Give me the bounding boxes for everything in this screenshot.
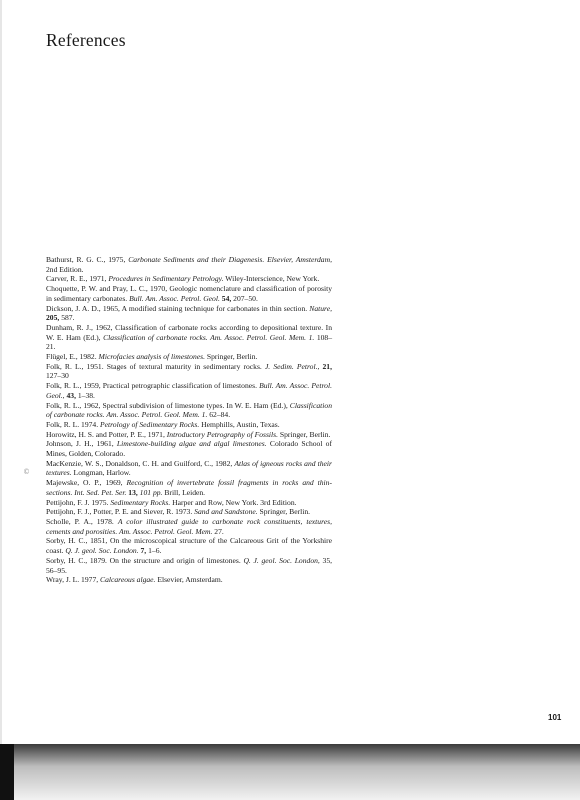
reference-text: Dunham, R. J., 1962, Classification of carbonate rocks according to depositional texture. In W. E. Ham (Ed.),	[46, 322, 332, 342]
reference-text: Springer, Berlin.	[278, 429, 331, 439]
reference-text: 108–21.	[46, 332, 333, 352]
page-title: References	[46, 30, 126, 50]
reference-entry	[46, 478, 332, 497]
reference-italic-text: Nature,	[309, 303, 332, 313]
reference-text: Longman, Harlow.	[71, 468, 131, 478]
reference-text: 62–84.	[207, 410, 231, 420]
reference-text: Folk, R. L. 1974.	[46, 419, 101, 429]
reference-text: 207–50.	[231, 293, 258, 303]
reference-text: MacKenzie, W. S., Donaldson, C. H. and Guilford, C., 1982,	[46, 458, 235, 468]
reference-italic-text: Q. J. geol. Soc. London,	[243, 555, 320, 565]
reference-text: 1–38.	[75, 390, 95, 400]
reference-bold-text: 43,	[66, 390, 76, 400]
reference-entry	[46, 274, 332, 284]
scan-shadow-corner	[0, 744, 14, 800]
reference-entry	[46, 556, 332, 575]
reference-entry	[46, 255, 332, 274]
reference-entry	[46, 323, 332, 352]
reference-text: Carver, R. E., 1971,	[46, 274, 109, 284]
reference-italic-text: J. Sedim. Petrol.,	[264, 361, 320, 371]
reference-text: Sorby, H. C., 1879. On the structure and origin of limestones.	[46, 555, 244, 565]
reference-text: Harper and Row, New York. 3rd Edition.	[170, 497, 297, 507]
reference-text: Elsevier, Amsterdam.	[155, 575, 223, 585]
reference-bold-text: 205,	[46, 313, 60, 323]
reference-entry	[46, 401, 332, 420]
reference-text: Scholle, P. A., 1978.	[46, 516, 118, 526]
reference-italic-text: Microfacies analysis of limestones.	[98, 352, 205, 362]
reference-italic-text: Recognition of invertebrate fossil fragments in rocks and thin-sections. Int. Sed. Pet. Ser.	[46, 478, 332, 497]
reference-italic-text: 101 pp.	[139, 487, 163, 497]
reference-entry	[46, 459, 332, 478]
page-edge	[0, 0, 2, 744]
reference-entry	[46, 536, 332, 555]
reference-entry	[46, 439, 332, 458]
reference-text: 127–30	[46, 371, 69, 381]
reference-text: Wiley-Interscience, New York.	[223, 274, 320, 284]
reference-entry	[46, 430, 332, 440]
reference-bold-text: 21,	[322, 361, 332, 371]
reference-entry	[46, 575, 332, 585]
reference-text: Pettijohn, F. J., Potter, P. E. and Siever, R. 1973.	[46, 507, 195, 517]
reference-text: Folk, R. L., 1962, Spectral subdivision of limestone types. In W. E. Ham (Ed.),	[46, 400, 290, 410]
reference-text: Majewske, O. P., 1969,	[46, 478, 127, 488]
reference-italic-text: Procedures in Sedimentary Petrology.	[108, 274, 224, 284]
reference-text: 27.	[212, 526, 224, 536]
reference-text: 587.	[59, 313, 75, 323]
scan-shadow	[0, 744, 580, 800]
reference-entry	[46, 420, 332, 430]
reference-italic-text: Q. J. geol. Soc. London.	[65, 546, 139, 556]
reference-text: Johnson, J. H., 1961,	[46, 439, 117, 449]
reference-italic-text: Calcareous algae.	[100, 575, 156, 585]
reference-text: 35, 56–95.	[46, 555, 333, 575]
reference-text: Flügel, E., 1982.	[46, 352, 99, 362]
reference-text: Springer, Berlin.	[204, 352, 258, 362]
reference-text: Colorado School of Mines, Golden, Colorado.	[46, 439, 332, 459]
reference-text: Pettijohn, F. J. 1975.	[46, 497, 111, 507]
reference-italic-text: Classification of carbonate rocks. Am. Assoc. Petrol. Geol. Mem. 1.	[103, 332, 315, 342]
reference-text: Springer, Berlin.	[257, 507, 311, 517]
reference-italic-text: Sedimentary Rocks.	[110, 497, 171, 507]
reference-text: 2nd Edition.	[46, 264, 84, 274]
reference-text: 1–6.	[146, 546, 162, 556]
reference-italic-text: Limestone-building algae and algal limestones.	[116, 439, 267, 449]
reference-italic-text: Classification of carbonate rocks. Am. Assoc. Petrol. Geol. Mem. 1.	[46, 400, 332, 420]
reference-italic-text: Bull. Am. Assoc. Petrol. Geol.,	[46, 381, 332, 400]
reference-entry	[46, 304, 332, 323]
reference-italic-text: Petrology of Sedimentary Rocks.	[100, 419, 200, 429]
reference-italic-text: A color illustrated guide to carbonate rock constituents, textures, cements and porosities. Am. Assoc. Petrol. Geol. Mem.	[46, 516, 332, 536]
reference-text: Dickson, J. A. D., 1965, A modified staining technique for carbonates in thin section.	[46, 303, 310, 313]
reference-bold-text: 54,	[221, 293, 232, 303]
reference-entry	[46, 284, 332, 303]
reference-bold-text: 7,	[140, 546, 147, 556]
reference-italic-text: Introductory Petrography of Fossils.	[166, 429, 279, 439]
reference-text: Wray, J. L. 1977,	[46, 575, 101, 585]
reference-text: Sorby, H. C., 1851, On the microscopical structure of the Calcareous Grit of the Yorkshire coast.	[46, 536, 332, 556]
reference-text: Bathurst, R. G. C., 1975,	[46, 255, 129, 264]
reference-entry	[46, 362, 332, 381]
reference-entry	[46, 498, 332, 508]
reference-text: Horowitz, H. S. and Potter, P. E., 1971,	[46, 429, 167, 439]
reference-italic-text: Carbonate Sediments and their Diagenesis. Elsevier, Amsterdam,	[128, 255, 332, 264]
reference-italic-text: Bull. Am. Assoc. Petrol. Geol.	[129, 293, 220, 303]
reference-text: Hemphills, Austin, Texas.	[199, 419, 280, 429]
reference-entry	[46, 352, 332, 362]
reference-text: Choquette, P. W. and Pray, L. C., 1970, Geologic nomenclature and classification of porosity in sedimentary carbonates.	[46, 284, 332, 303]
reference-italic-text: Sand and Sandstone.	[194, 507, 258, 517]
reference-text: Folk, R. L., 1951. Stages of textural maturity in sedimentary rocks.	[46, 361, 265, 371]
reference-text: Brill, Leiden.	[162, 487, 206, 497]
reference-italic-text: Atlas of igneous rocks and their textures.	[46, 458, 332, 478]
reference-bold-text: 13,	[128, 487, 138, 497]
page-number: 101	[548, 713, 562, 722]
reference-list	[46, 255, 332, 585]
margin-mark: ©	[23, 468, 30, 476]
reference-entry	[46, 507, 332, 517]
reference-entry	[46, 517, 332, 536]
reference-text: Folk, R. L., 1959, Practical petrographic classification of limestones.	[46, 381, 260, 391]
reference-entry	[46, 381, 332, 400]
